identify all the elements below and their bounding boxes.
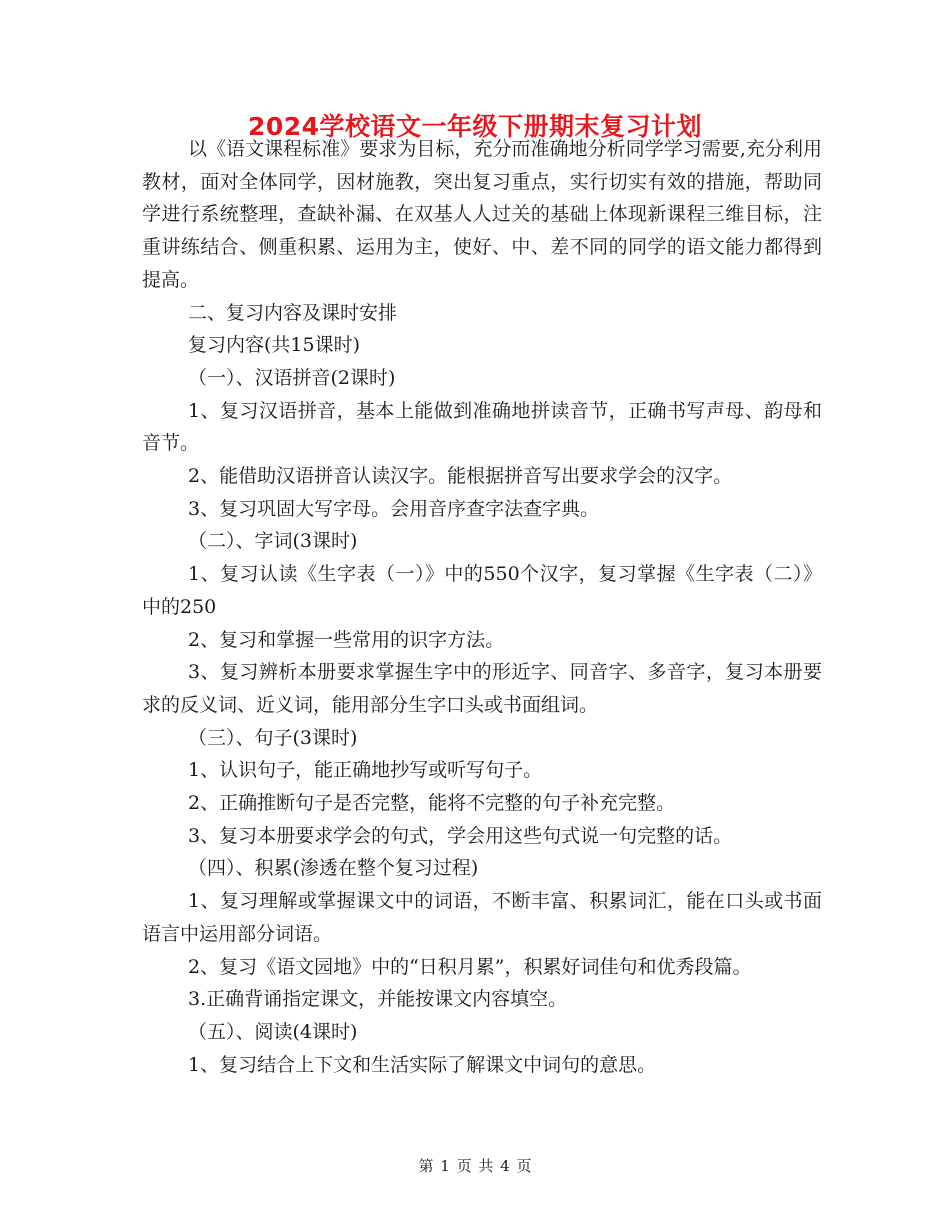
list-item: 3、复习巩固大写字母。会用音序查字法查字典。 <box>188 497 600 520</box>
subsection-accumulation: （四）、积累(渗透在整个复习过程) <box>188 857 479 880</box>
document-title: 2024学校语文一年级下册期末复习计划 <box>247 112 703 141</box>
section-heading-content-schedule: 二、复习内容及课时安排 <box>188 301 398 324</box>
list-item: 3、复习辨析本册要求掌握生字中的形近字、同音字、多音字，复习本册要求的反义词、近义词，能用部分生字口头或书面组词。 <box>142 661 822 716</box>
list-item: 2、正确推断句子是否完整，能将不完整的句子补充完整。 <box>188 792 676 815</box>
list-item: 2、复习《语文园地》中的“日积月累”，积累好词佳句和优秀段篇。 <box>188 955 752 978</box>
page-footer: 第 1 页 共 4 页 <box>418 1157 532 1175</box>
list-item: 1、认识句子，能正确地抄写或听写句子。 <box>188 759 543 782</box>
subsection-pinyin: （一）、汉语拼音(2课时) <box>188 366 396 389</box>
document-body <box>142 133 822 1081</box>
list-item: 1、复习结合上下文和生活实际了解课文中词句的意思。 <box>188 1053 657 1076</box>
list-item: 2、能借助汉语拼音认读汉字。能根据拼音写出要求学会的汉字。 <box>188 465 733 488</box>
subsection-sentences: （三）、句子(3课时) <box>188 726 358 749</box>
subsection-reading: （五）、阅读(4课时) <box>188 1020 358 1043</box>
list-item: 1、复习理解或掌握课文中的词语，不断丰富、积累词汇，能在口头或书面语言中运用部分词语。 <box>142 890 822 945</box>
list-item: 3.正确背诵指定课文，并能按课文内容填空。 <box>188 988 568 1011</box>
list-item: 1、复习汉语拼音，基本上能做到准确地拼读音节，正确书写声母、韵母和音节。 <box>142 399 822 455</box>
paragraph-intro: 以《语文课程标准》要求为目标，充分而准确地分析同学学习需要,充分利用教材，面对全体同学，因材施教，突出复习重点，实行切实有效的措施，帮助同学进行系统整理，查缺补漏、在双基人人过关的基础上体现新课程三维目标，注重讲练结合、侧重积累、运用为主，使好、中、差不同的同学的语文能力都得到提高。 <box>142 138 822 291</box>
list-item: 2、复习和掌握一些常用的识字方法。 <box>188 628 505 651</box>
subsection-words: （二）、字词(3课时) <box>188 530 358 553</box>
review-content-total: 复习内容(共15课时) <box>188 334 361 357</box>
list-item: 3、复习本册要求学会的句式，学会用这些句式说一句完整的话。 <box>188 824 733 847</box>
list-item: 1、复习认读《生字表（一）》中的550个汉字，复习掌握《生字表（二）》中的250 <box>142 563 822 618</box>
